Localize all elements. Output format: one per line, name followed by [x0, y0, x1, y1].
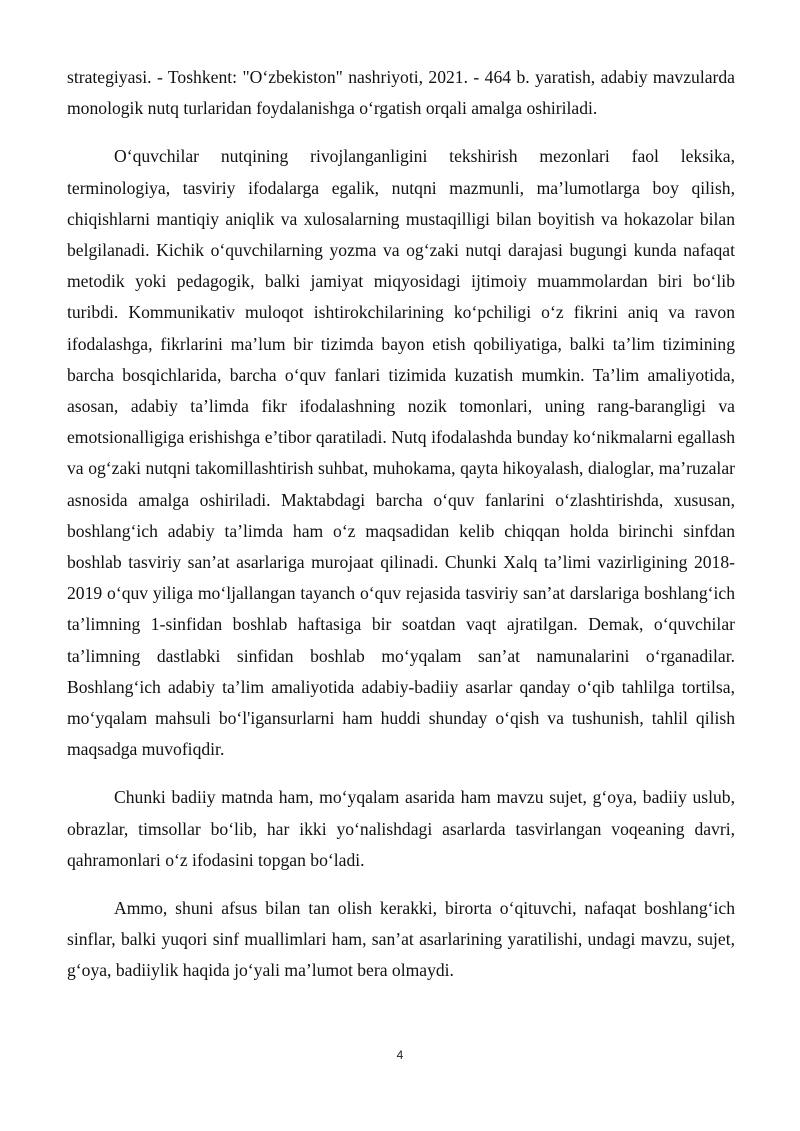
document-page — [67, 62, 735, 987]
paragraph-teachers: Ammo, shuni afsus bilan tan olish kerakki, birorta o‘qituvchi, nafaqat boshlang‘ich sinflar, balki yuqori sinf muallimlari ham, san’at asarlarining yaratilishi, undagi mavzu, sujet, g‘oya, badiiylik haqida jo‘yali ma’lumot bera olmaydi. — [67, 898, 735, 981]
paragraph-speech-criteria: O‘quvchilar nutqining rivojlanganligini tekshirish mezonlari faol leksika, terminologiya, tasviriy ifodalarga egalik, nutqni mazmunli, ma’lumotlarga boy qilish, chiqishlarni mantiqiy aniqlik va xulosalarning mustaqilligi bilan boyitish va hokazolar bilan belgilanadi. Kichik o‘quvchilarning yozma va og‘zaki nutqi darajasi bugungi kunda nafaqat metodik yoki pedagogik, balki jamiyat miqyosidagi ijtimoiy muammolardan biri bo‘lib turibdi. Kommunikativ muloqot ishtirokchilarining ko‘pchiligi o‘z fikrini aniq va ravon ifodalashga, fikrlarini ma’lum bir tizimda bayon etish qobiliyatiga, balki ta’lim tizimining barcha bosqichlarida, barcha o‘quv fanlari tizimida kuzatish mumkin. Ta’lim amaliyotida, asosan, adabiy ta’limda fikr ifodalashning nozik tomonlari, uning rang-barangligi va emotsionalligiga erishishga e’tibor qaratiladi. Nutq ifodalashda bunday ko‘nikmalarni egallash va og‘zaki nutqni takomillashtirish suhbat, muhokama, qayta hikoyalash, dialoglar, ma’ruzalar asnosida amalga oshiriladi. Maktabdagi barcha o‘quv fanlarini o‘zlashtirishda, xususan, boshlang‘ich adabiy ta’limda ham o‘z maqsadidan kelib chiqqan holda birinchi sinfdan boshlab tasviriy san’at asarlariga murojaat qilinadi. Chunki Xalq ta’limi vazirligining 2018-2019 o‘quv yiliga mo‘ljallangan tayanch o‘quv rejasida tasviriy san’at darslariga boshlang‘ich ta’limning 1-sinfidan boshlab haftasiga bir soatdan vaqt ajratilgan. Demak, o‘quvchilar ta’limning dastlabki sinfidan boshlab mo‘yqalam san’at namunalarini o‘rganadilar. Boshlang‘ich adabiy ta’lim amaliyotida adabiy-badiiy asarlar qanday o‘qib tahlilga tortilsa, mo‘yqalam mahsuli bo‘l'igansurlarni ham huddi shunday o‘qish va tushunish, tahlil qilish maqsadga muvofiqdir. — [67, 146, 735, 760]
paragraph-artistic-text: Chunki badiiy matnda ham, mo‘yqalam asarida ham mavzu sujet, g‘oya, badiiy uslub, obrazlar, timsollar bo‘lib, har ikki yo‘nalishdagi asarlarda tasvirlangan voqeaning davri, qahramonlari o‘z ifodasini topgan bo‘ladi. — [67, 787, 735, 870]
paragraph-gap — [67, 765, 735, 782]
paragraph-gap — [67, 124, 735, 141]
paragraph-gap — [67, 876, 735, 893]
paragraph-continuation: strategiyasi. - Toshkent: "O‘zbekiston" nashriyoti, 2021. - 464 b. yaratish, adabiy mavzularda monologik nutq turlaridan foydalanishga o‘rgatish orqali amalga oshiriladi. — [67, 67, 735, 119]
page-number: 4 — [396, 1048, 404, 1062]
